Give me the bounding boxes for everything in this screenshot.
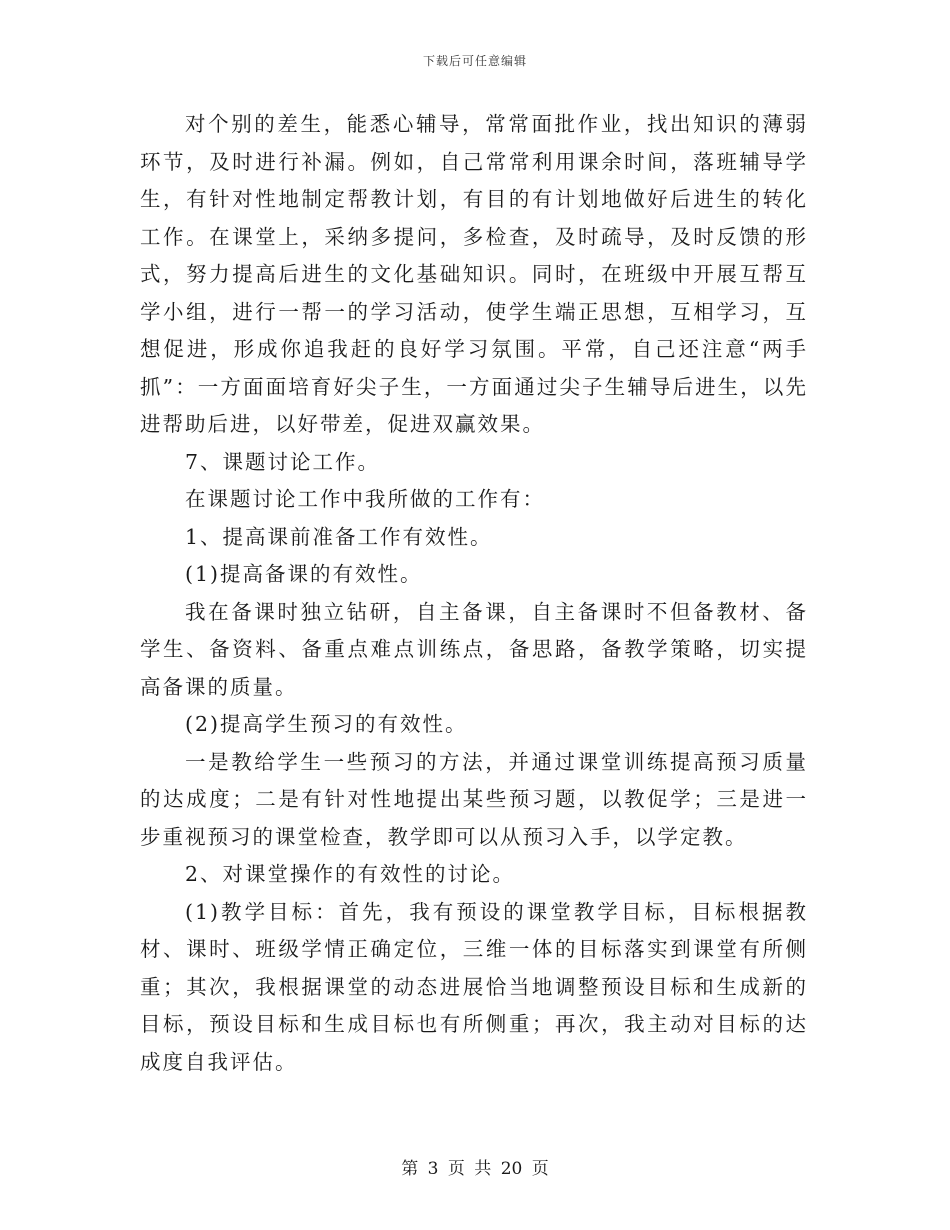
paragraph-item-2-heading: 2、对课堂操作的有效性的讨论。 (185, 862, 516, 886)
page-number-footer: 第 3 页 共 20 页 (401, 1159, 549, 1179)
body-text (140, 106, 808, 1081)
page-header: 下载后可任意编辑 (422, 54, 527, 68)
paragraph-preview-methods: 一是教给学生一些预习的方法，并通过课堂训练提高预习质量的达成度；二是有针对性地提出某些预习题，以教促学；三是进一步重视预习的课堂检查，教学即可以从预习入手，以学定教。 (140, 749, 808, 849)
paragraph-section-7-heading: 7、课题讨论工作。 (185, 449, 381, 474)
paragraph-lesson-prep: 我在备课时独立钻研，自主备课，自主备课时不但备教材、备学生、备资料、备重点难点训练点，备思路，备教学策略，切实提高备课的质量。 (140, 599, 808, 699)
paragraph-remedial-tutoring: 对个别的差生，能悉心辅导，常常面批作业，找出知识的薄弱环节，及时进行补漏。例如，自己常常利用课余时间，落班辅导学生，有针对性地制定帮教计划，有目的有计划地做好后进生的转化工作。在课堂上，采纳多提问，多检查，及时疏导，及时反馈的形式，努力提高后进生的文化基础知识。同时，在班级中开展互帮互学小组，进行一帮一的学习活动，使学生端正思想，互相学习，互想促进，形成你追我赶的良好学习氛围。平常，自己还注意“两手抓”：一方面面培育好尖子生，一方面通过尖子生辅导后进生，以先进帮助后进，以好带差，促进双赢效果。 (140, 112, 808, 436)
paragraph-teaching-objectives: (1)教学目标：首先，我有预设的课堂教学目标，目标根据教材、课时、班级学情正确定位，三维一体的目标落实到课堂有所侧重；其次，我根据课堂的动态进展恰当地调整预设目标和生成新的目标，预设目标和生成目标也有所侧重；再次，我主动对目标的达成度自我评估。 (140, 899, 808, 1074)
paragraph-subitem-2-heading: (2)提高学生预习的有效性。 (185, 712, 468, 736)
paragraph-subitem-1-heading: (1)提高备课的有效性。 (185, 562, 423, 586)
paragraph-item-1-heading: 1、提高课前准备工作有效性。 (185, 524, 493, 549)
paragraph-research-intro: 在课题讨论工作中我所做的工作有： (185, 487, 545, 511)
